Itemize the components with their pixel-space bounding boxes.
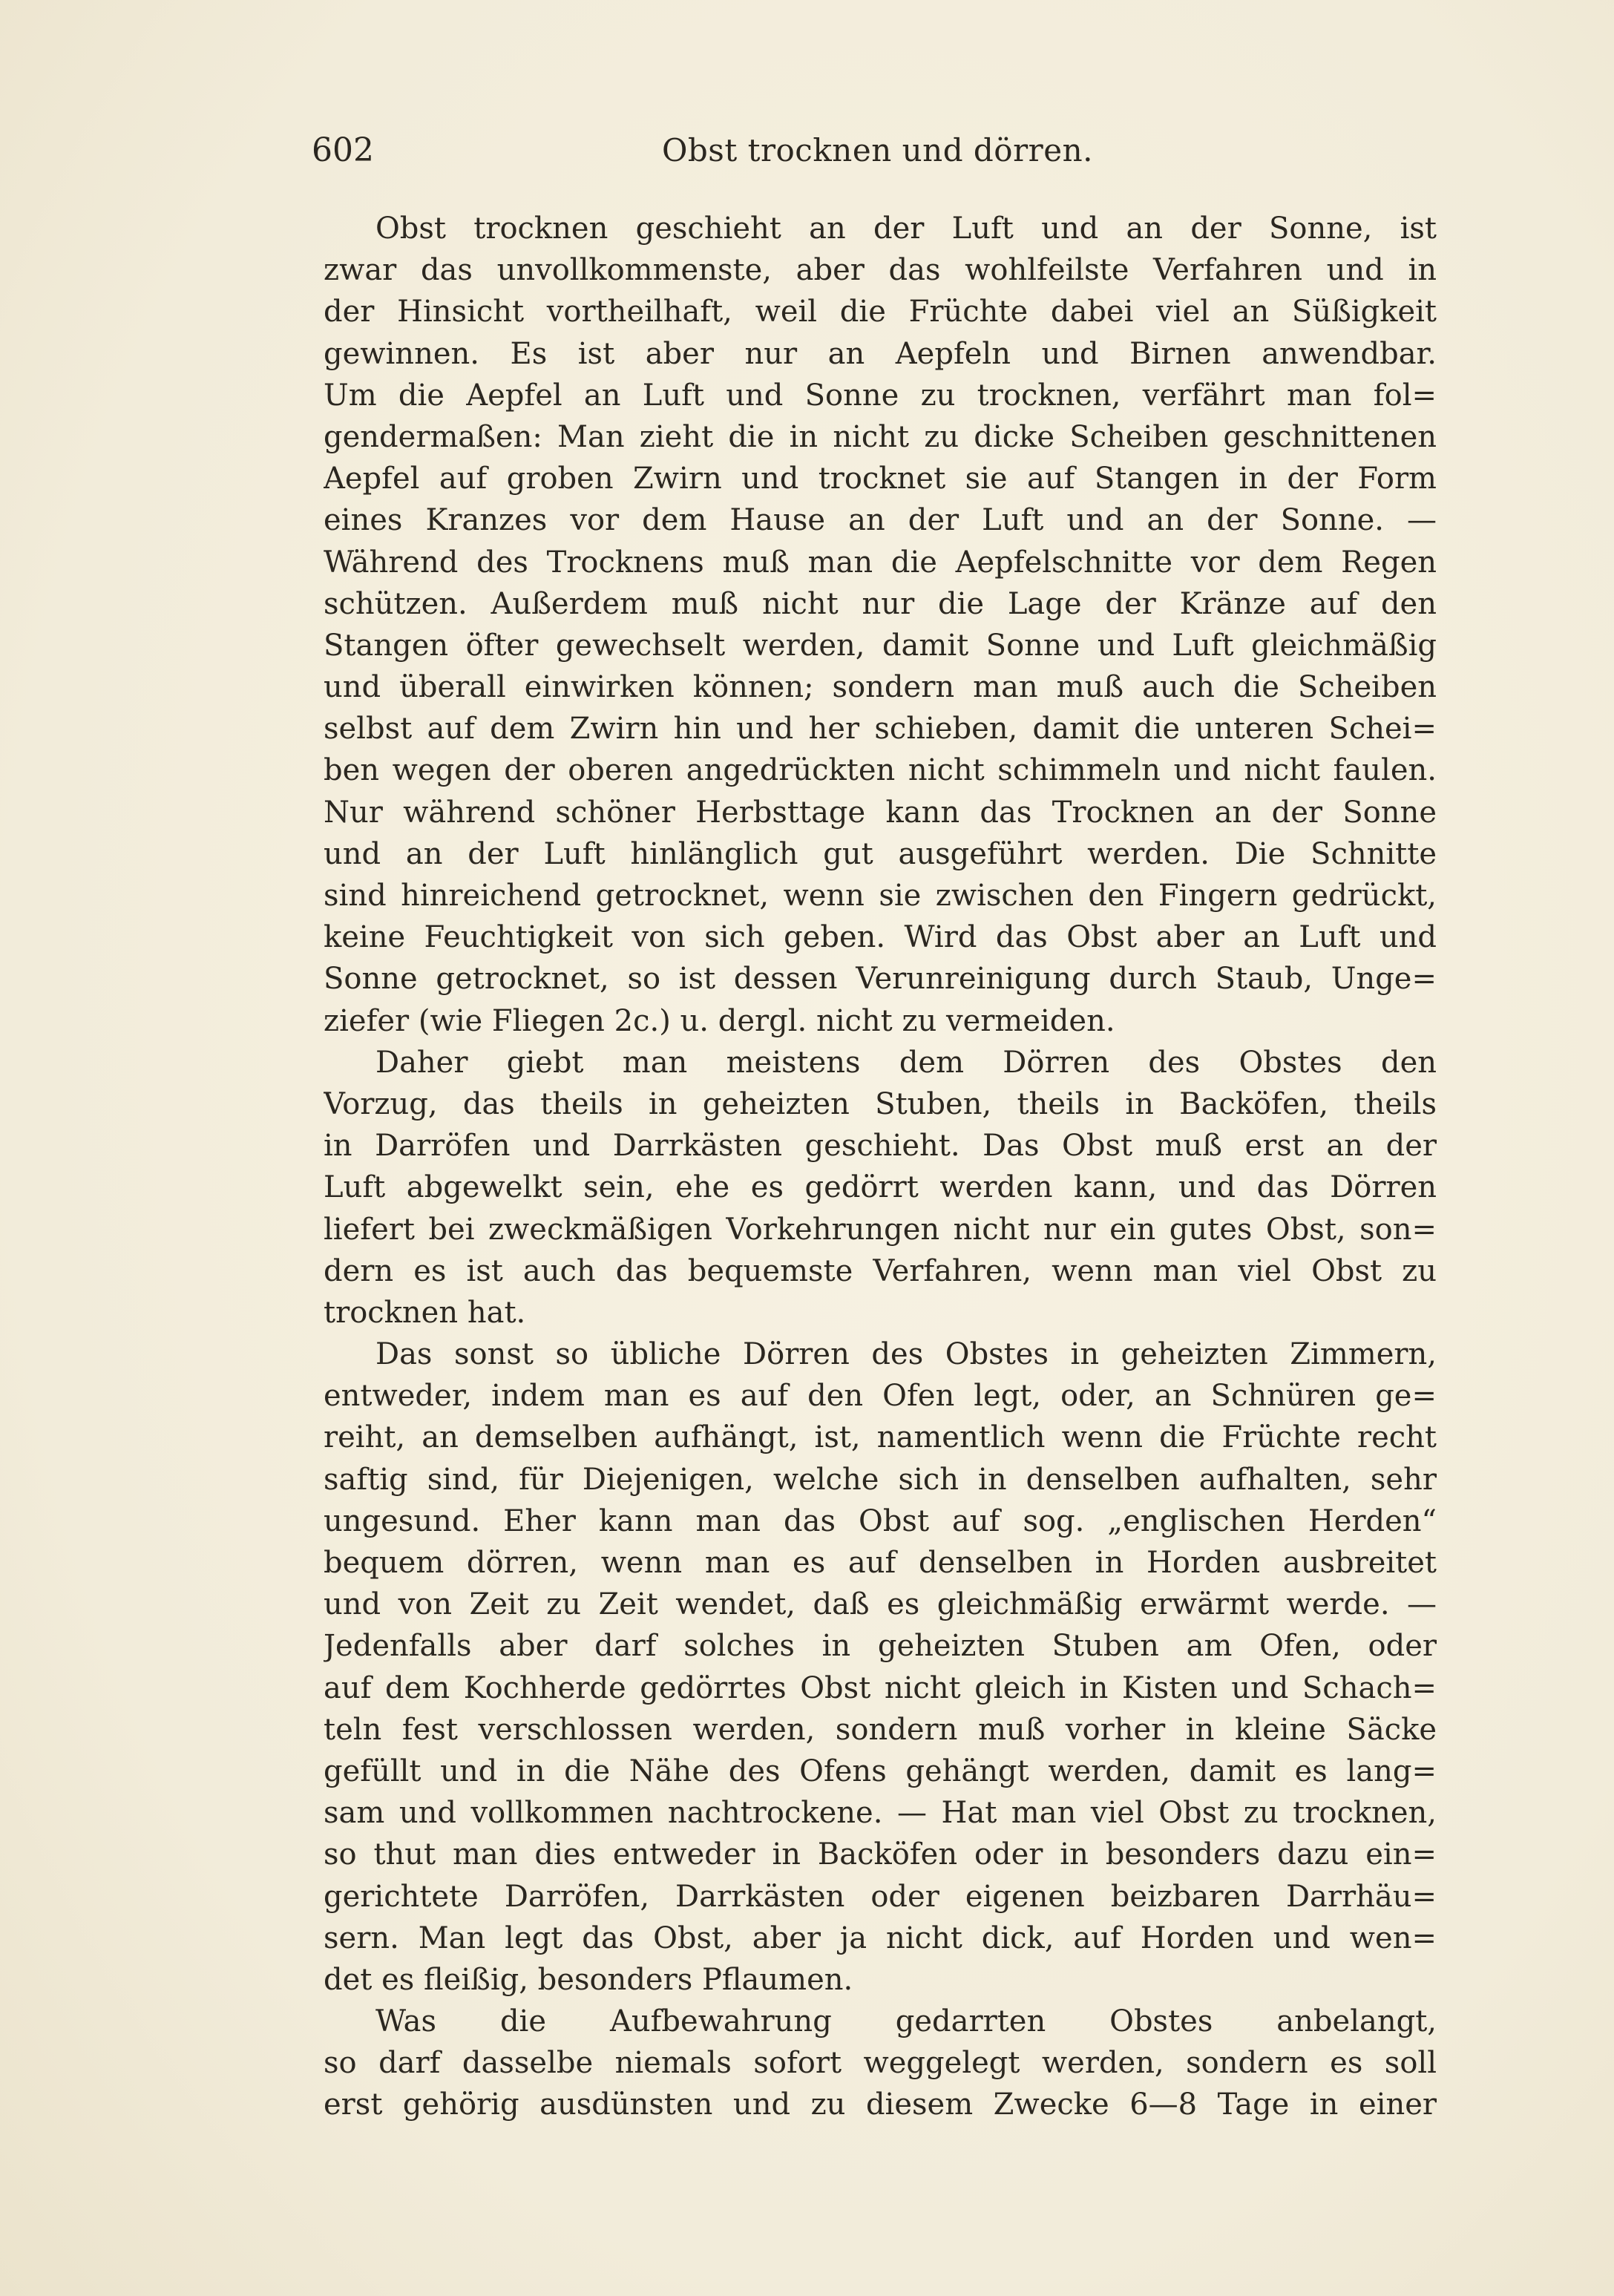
text-line: in Darröfen und Darrkästen geschieht. Das Obst muß erst an der	[324, 1129, 1437, 1164]
text-line: Luft abgewelkt sein, ehe es gedörrt werden kann, und das Dörren	[324, 1170, 1437, 1205]
text-line: und von Zeit zu Zeit wendet, daß es gleichmäßig erwärmt werde. —	[324, 1587, 1437, 1622]
text-line: Vorzug, das theils in geheizten Stuben, theils in Backöfen, theils	[324, 1086, 1437, 1121]
text-line: Daher giebt man meistens dem Dörren des Obstes den	[375, 1045, 1437, 1080]
text-line: ungesund. Eher kann man das Obst auf sog. „englischen Herden“	[324, 1503, 1437, 1538]
text-line: ziefer (wie Fliegen 2c.) u. dergl. nicht zu vermeiden.	[324, 1003, 1115, 1038]
text-line: bequem dörren, wenn man es auf denselben in Horden ausbreitet	[324, 1546, 1437, 1580]
text-line: und an der Luft hinlänglich gut ausgeführt werden. Die Schnitte	[324, 836, 1437, 871]
text-line: Jedenfalls aber darf solches in geheizten Stuben am Ofen, oder	[324, 1629, 1437, 1664]
text-line: sam und vollkommen nachtrockene. — Hat man viel Obst zu trocknen,	[324, 1796, 1437, 1831]
text-line: Um die Aepfel an Luft und Sonne zu trocknen, verfährt man fol=	[324, 378, 1437, 413]
text-line: sern. Man legt das Obst, aber ja nicht dick, auf Horden und wen=	[324, 1921, 1437, 1955]
text-line: erst gehörig ausdünsten und zu diesem Zwecke 6—8 Tage in einer	[324, 2087, 1437, 2122]
text-line: Stangen öfter gewechselt werden, damit Sonne und Luft gleichmäßig	[324, 628, 1437, 663]
text-line: selbst auf dem Zwirn hin und her schieben, damit die unteren Schei=	[324, 712, 1437, 747]
text-line: ben wegen der oberen angedrückten nicht schimmeln und nicht faulen.	[324, 753, 1437, 788]
text-line: schützen. Außerdem muß nicht nur die Lage der Kränze auf den	[324, 586, 1437, 621]
text-line: der Hinsicht vortheilhaft, weil die Früchte dabei viel an Süßigkeit	[324, 295, 1437, 329]
text-line: so thut man dies entweder in Backöfen oder in besonders dazu ein=	[324, 1837, 1437, 1872]
text-line: auf dem Kochherde gedörrtes Obst nicht gleich in Kisten und Schach=	[324, 1670, 1437, 1705]
text-line: teln fest verschlossen werden, sondern muß vorher in kleine Säcke	[324, 1712, 1437, 1747]
text-line: gefüllt und in die Nähe des Ofens gehängt werden, damit es lang=	[324, 1754, 1437, 1788]
text-line: Nur während schöner Herbsttage kann das Trocknen an der Sonne	[324, 795, 1437, 830]
text-line: trocknen hat.	[324, 1295, 526, 1330]
text-line: Während des Trocknens muß man die Aepfelschnitte vor dem Regen	[324, 545, 1437, 580]
text-line: saftig sind, für Diejenigen, welche sich in denselben aufhalten, sehr	[324, 1462, 1437, 1497]
text-line: und überall einwirken können; sondern man muß auch die Scheiben	[324, 670, 1437, 705]
text-line: Das sonst so übliche Dörren des Obstes in geheizten Zimmern,	[375, 1337, 1437, 1372]
page-header	[312, 125, 1443, 177]
body-text	[324, 208, 1437, 2126]
text-line: dern es ist auch das bequemste Verfahren, wenn man viel Obst zu	[324, 1253, 1437, 1288]
text-line: sind hinreichend getrocknet, wenn sie zwischen den Fingern gedrückt,	[324, 879, 1437, 913]
text-line: so darf dasselbe niemals sofort weggelegt werden, sondern es soll	[324, 2046, 1437, 2081]
text-line: gewinnen. Es ist aber nur an Aepfeln und Birnen anwendbar.	[324, 336, 1437, 371]
text-line: eines Kranzes vor dem Hause an der Luft und an der Sonne. —	[324, 503, 1437, 538]
text-line: Was die Aufbewahrung gedarrten Obstes anbelangt,	[375, 2004, 1437, 2039]
text-line: Aepfel auf groben Zwirn und trocknet sie auf Stangen in der Form	[324, 462, 1437, 496]
text-line: liefert bei zweckmäßigen Vorkehrungen nicht nur ein gutes Obst, son=	[324, 1212, 1437, 1247]
text-line: zwar das unvollkommenste, aber das wohlfeilste Verfahren und in	[324, 253, 1437, 288]
text-line: det es fleißig, besonders Pflaumen.	[324, 1962, 853, 1997]
text-line: Sonne getrocknet, so ist dessen Verunreinigung durch Staub, Unge=	[324, 962, 1437, 997]
running-head: Obst trocknen und dörren.	[661, 132, 1094, 168]
text-line: entweder, indem man es auf den Ofen legt, oder, an Schnüren ge=	[324, 1379, 1437, 1414]
page-number: 602	[312, 131, 374, 169]
text-line: Obst trocknen geschieht an der Luft und an der Sonne, ist	[375, 211, 1437, 246]
text-line: gendermaßen: Man zieht die in nicht zu dicke Scheiben geschnittenen	[324, 419, 1437, 454]
text-line: gerichtete Darröfen, Darrkästen oder eigenen beizbaren Darrhäu=	[324, 1879, 1437, 1914]
text-line: reiht, an demselben aufhängt, ist, namentlich wenn die Früchte recht	[324, 1420, 1437, 1455]
text-line: keine Feuchtigkeit von sich geben. Wird das Obst aber an Luft und	[324, 920, 1437, 955]
